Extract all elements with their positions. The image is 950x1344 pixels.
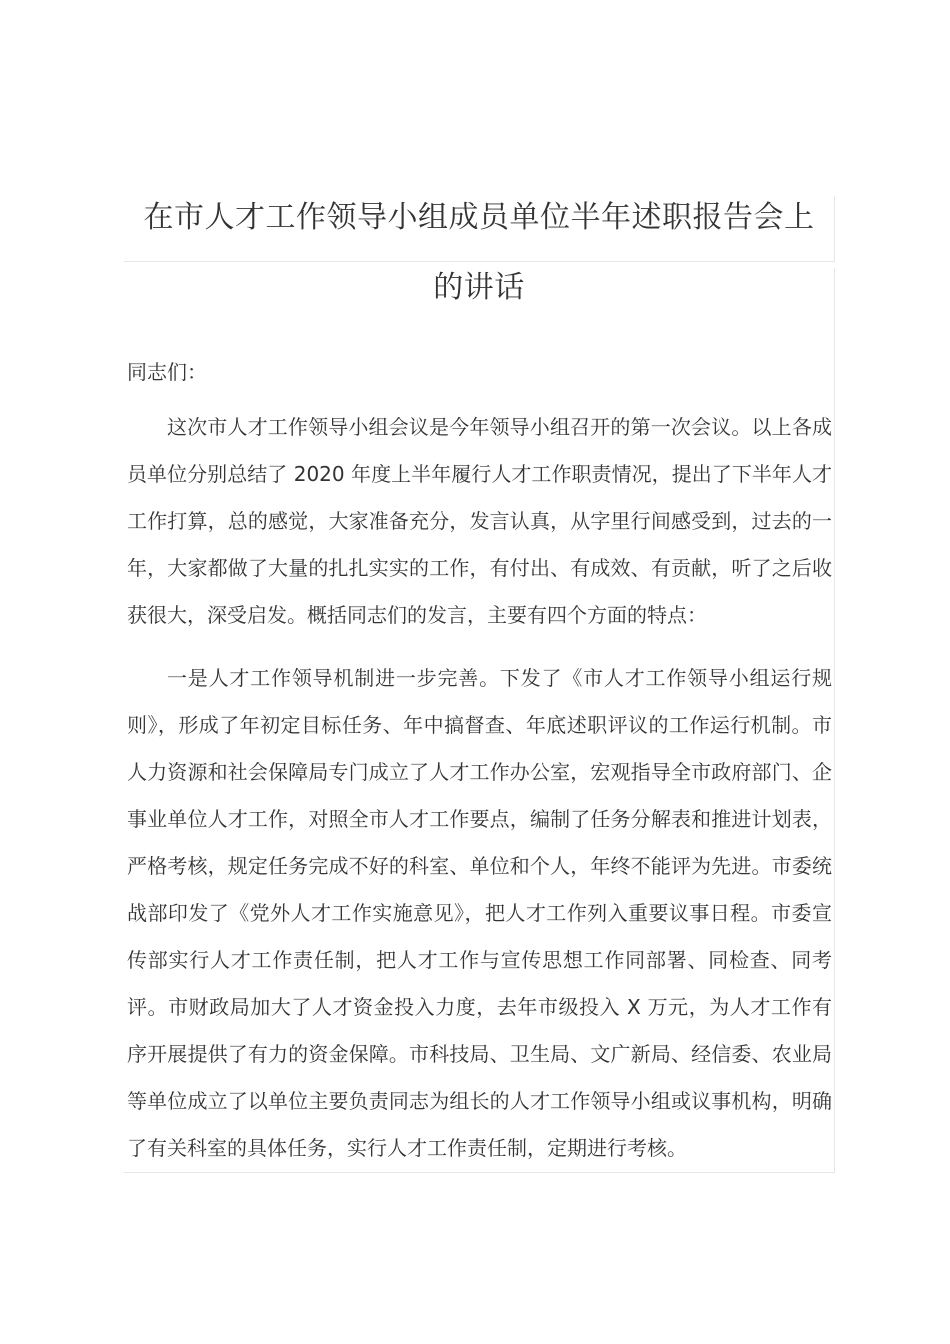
frame-line-body-bottom <box>124 1172 835 1173</box>
document-title-line-2: 的讲话 <box>433 270 525 305</box>
frame-line-body-right <box>834 268 835 1173</box>
frame-line-title-right <box>834 196 835 262</box>
document-title-line-1: 在市人才工作领导小组成员单位半年述职报告会上 <box>143 200 815 235</box>
body-paragraph-2: 一是人才工作领导机制进一步完善。下发了《市人才工作领导小组运行规则》，形成了年初定目标任务、年中搞督查、年底述职评议的工作运行机制。市人力资源和社会保障局专门成立了人才工作办公室，宏观指导全市政府部门、企事业单位人才工作，对照全市人才工作要点，编制了任务分解表和推进计划表，严格考核，规定任务完成不好的科室、单位和个人，年终不能评为先进。市委统战部印发了《党外人才工作实施意见》，把人才工作列入重要议事日程。市委宣传部实行人才工作责任制，把人才工作与宣传思想工作同部署、同检查、同考评。市财政局加大了人才资金投入力度，去年市级投入 X 万元，为人才工作有序开展提供了有力的资金保障。市科技局、卫生局、文广新局、经信委、农业局等单位成立了以单位主要负责同志为组长的人才工作领导小组或议事机构，明确了有关科室的具体任务，实行人才工作责任制，定期进行考核。 <box>127 666 832 1160</box>
greeting: 同志们： <box>127 360 207 384</box>
body-paragraph-1: 这次市人才工作领导小组会议是今年领导小组召开的第一次会议。以上各成员单位分别总结了 2020 年度上半年履行人才工作职责情况，提出了下半年人才工作打算，总的感觉，大家准备充分，发言认真，从字里行间感受到，过去的一年，大家都做了大量的扎扎实实的工作，有付出、有成效、有贡献，听了之后收获很大，深受启发。概括同志们的发言，主要有四个方面的特点： <box>127 415 832 627</box>
